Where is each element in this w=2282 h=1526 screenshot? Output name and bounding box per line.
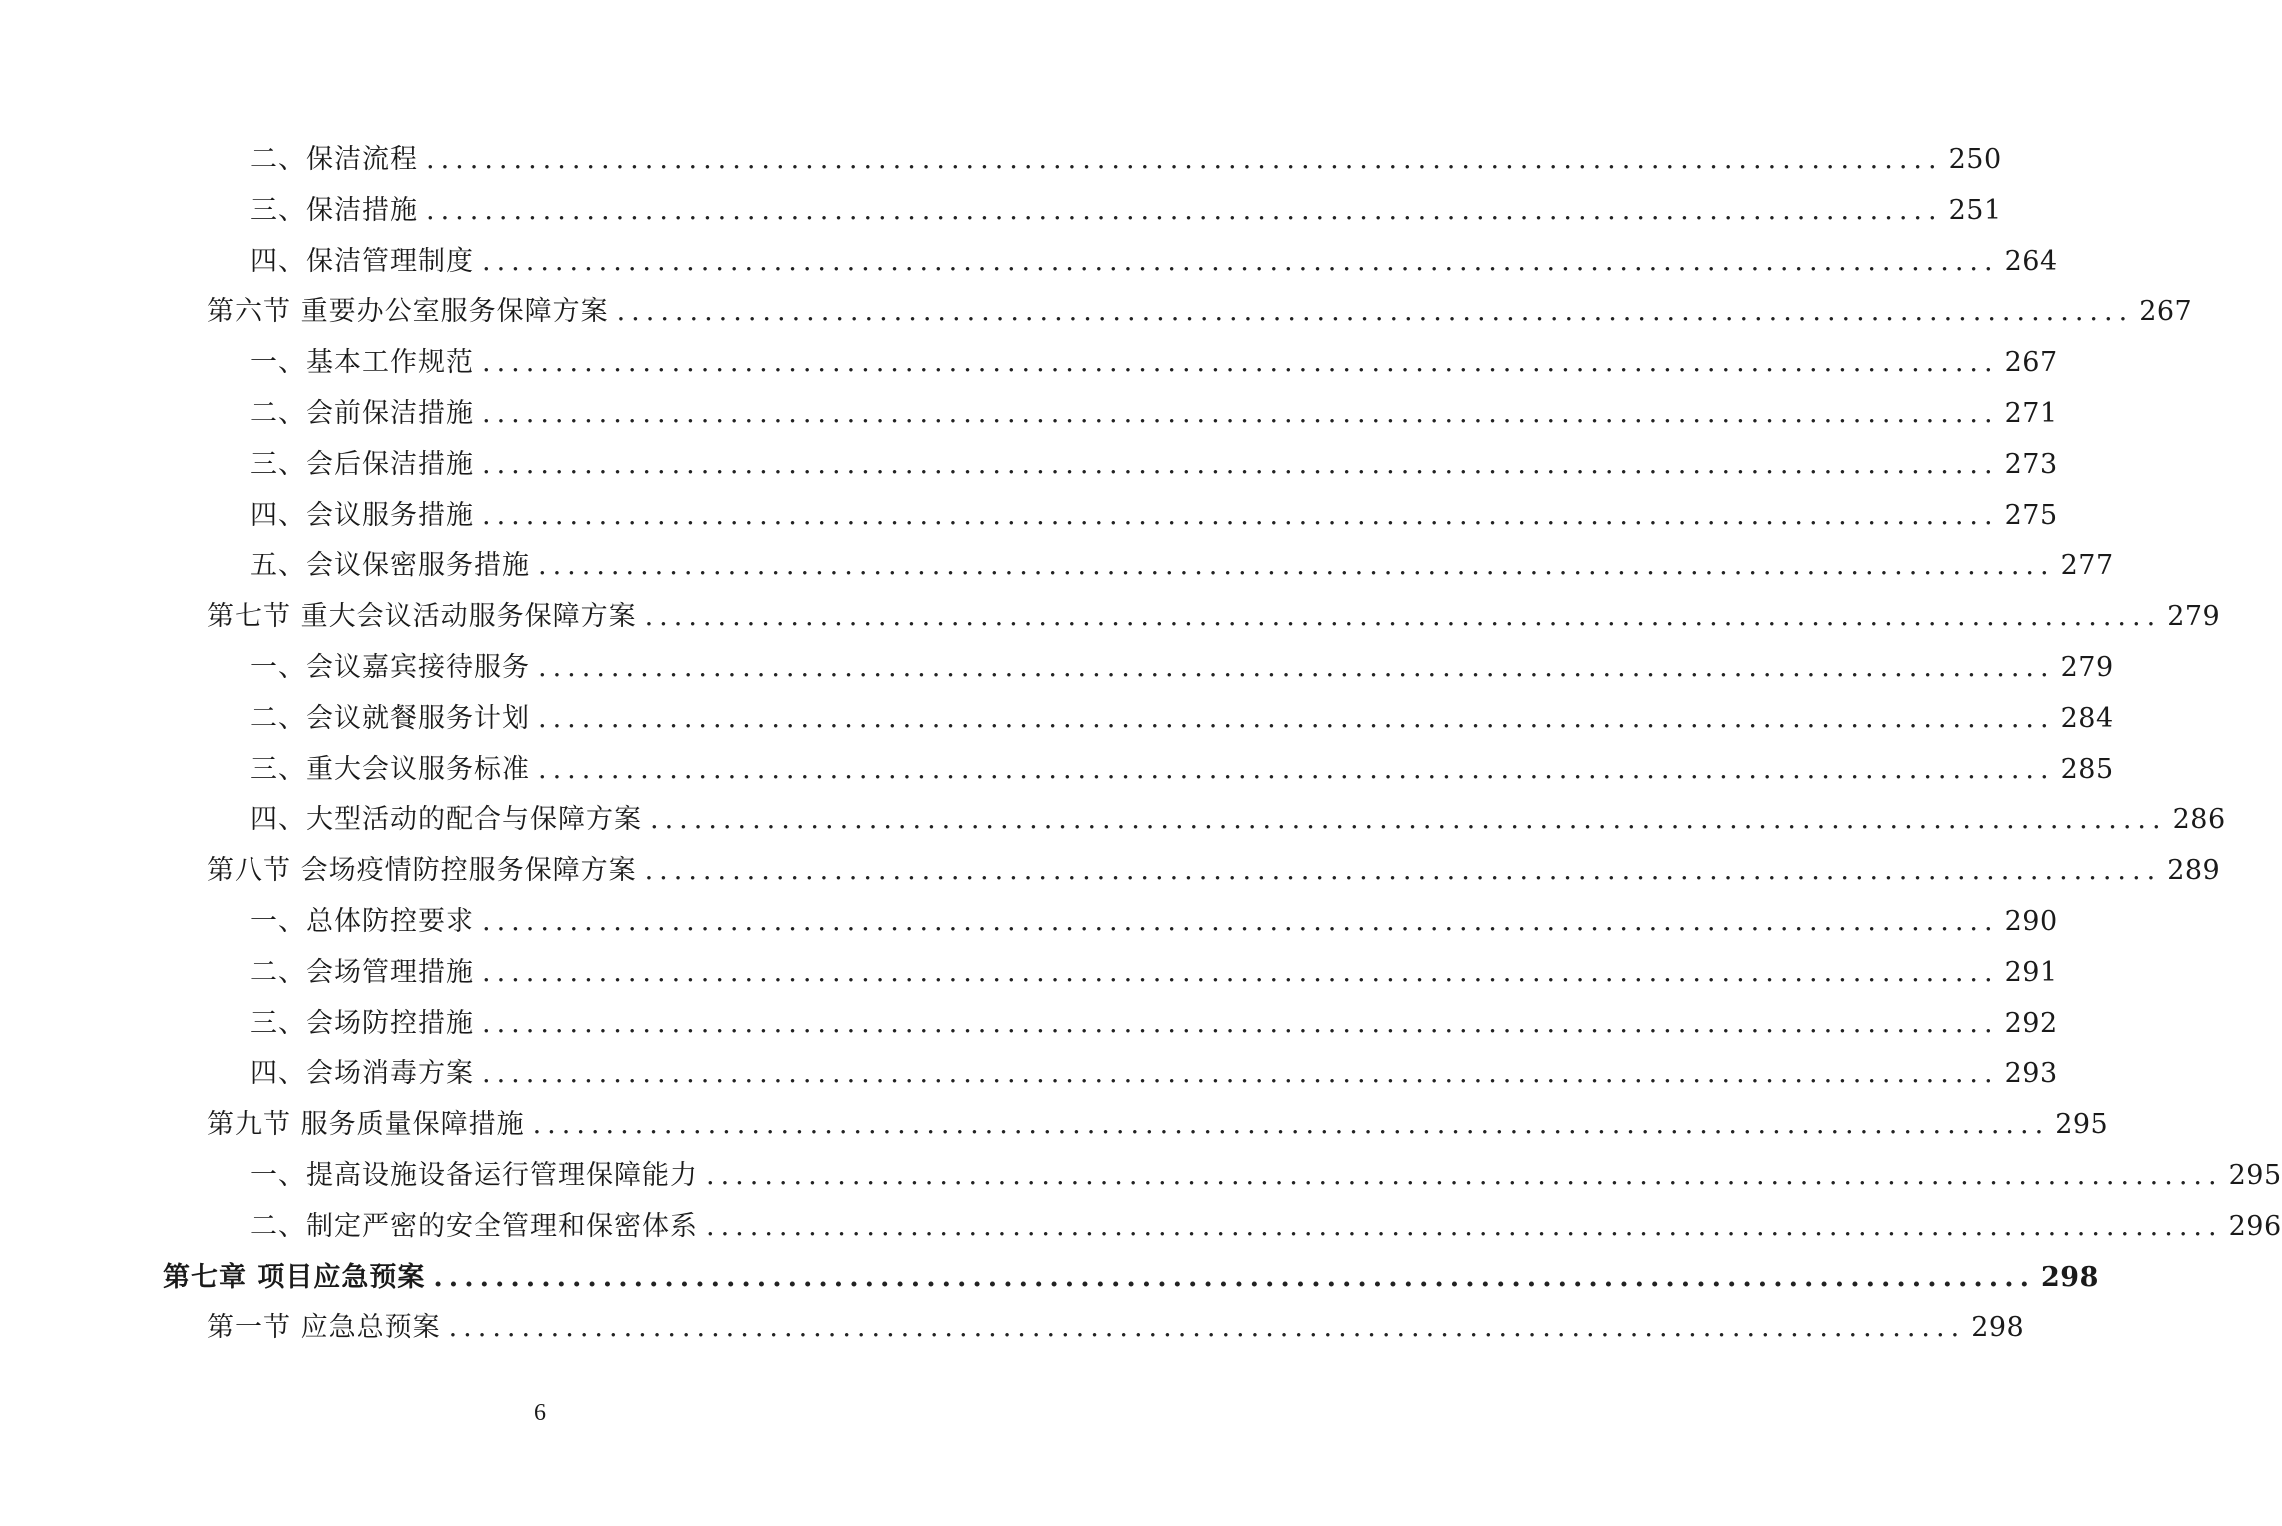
toc-entry[interactable] <box>0 846 2221 897</box>
toc-entry[interactable] <box>0 237 2058 288</box>
toc-entry-label: 第七章 项目应急预案 <box>163 1261 426 1293</box>
toc-dot-leader: ........................................................................................................ <box>616 296 2134 328</box>
toc-dot-leader: ........................................................................................................ <box>433 1261 2035 1293</box>
toc-entry[interactable] <box>0 948 2058 999</box>
toc-entry[interactable] <box>0 1303 2025 1354</box>
toc-entry-label: 三、重大会议服务标准 <box>250 753 530 785</box>
toc-entry[interactable] <box>0 541 2114 592</box>
toc-entry[interactable] <box>0 1100 2109 1151</box>
toc-dot-leader: ........................................................................................................ <box>650 804 2167 836</box>
toc-entry-page: 289 <box>2167 855 2221 887</box>
toc-dot-leader: ........................................................................................................ <box>538 753 2055 785</box>
toc-entry-page: 293 <box>2004 1058 2058 1090</box>
toc-entry-label: 四、会场消毒方案 <box>250 1058 474 1090</box>
toc-entry[interactable] <box>0 592 2221 643</box>
toc-dot-leader: ........................................................................................................ <box>538 651 2055 683</box>
toc-dot-leader: ........................................................................................................ <box>482 397 1999 429</box>
toc-dot-leader: ........................................................................................................ <box>482 499 1999 531</box>
toc-entry-label: 一、会议嘉宾接待服务 <box>250 651 530 683</box>
toc-dot-leader: ........................................................................................................ <box>426 194 1943 226</box>
toc-entry-page: 267 <box>2139 296 2193 328</box>
toc-entry[interactable] <box>0 643 2114 694</box>
toc-entry-label: 二、会前保洁措施 <box>250 397 474 429</box>
toc-dot-leader: ........................................................................................................ <box>426 144 1943 175</box>
toc-entry-label: 一、总体防控要求 <box>250 905 474 937</box>
toc-entry-label: 三、保洁措施 <box>250 194 418 226</box>
toc-entry-page: 279 <box>2167 601 2221 633</box>
toc-entry[interactable] <box>0 389 2058 440</box>
toc-entry-page: 296 <box>2228 1210 2282 1242</box>
toc-entry[interactable] <box>0 287 2193 338</box>
toc-entry-page: 286 <box>2172 804 2226 836</box>
toc-dot-leader: ........................................................................................................ <box>532 1109 2050 1141</box>
toc-dot-leader: ........................................................................................................ <box>482 448 1999 480</box>
toc-entry-page: 264 <box>2004 245 2058 277</box>
toc-entry-label: 二、制定严密的安全管理和保密体系 <box>250 1210 698 1242</box>
toc-entry-page: 277 <box>2060 550 2114 582</box>
toc-entry-page: 292 <box>2004 1007 2058 1039</box>
toc-entry[interactable] <box>0 1202 2282 1253</box>
toc-entry-label: 第六节 重要办公室服务保障方案 <box>207 296 609 328</box>
table-of-contents <box>0 135 2282 1354</box>
toc-entry[interactable] <box>0 745 2114 796</box>
toc-entry-page: 275 <box>2004 499 2058 531</box>
toc-entry-page: 290 <box>2004 905 2058 937</box>
toc-entry[interactable] <box>0 795 2226 846</box>
toc-dot-leader: ........................................................................................................ <box>482 1007 1999 1039</box>
toc-entry-label: 第一节 应急总预案 <box>207 1312 441 1344</box>
toc-entry[interactable] <box>0 186 2002 237</box>
toc-entry-label: 四、大型活动的配合与保障方案 <box>250 804 642 836</box>
toc-dot-leader: ........................................................................................................ <box>538 550 2055 582</box>
toc-entry[interactable] <box>0 440 2058 491</box>
toc-entry[interactable] <box>0 999 2058 1050</box>
toc-entry-label: 三、会后保洁措施 <box>250 448 474 480</box>
toc-entry-page: 273 <box>2004 448 2058 480</box>
page-number: 6 <box>534 1400 546 1426</box>
toc-entry[interactable] <box>0 694 2114 745</box>
toc-dot-leader: ........................................................................................................ <box>706 1210 2223 1242</box>
toc-entry-chapter[interactable] <box>0 1253 2099 1304</box>
toc-entry[interactable] <box>0 135 2002 186</box>
toc-dot-leader: ........................................................................................................ <box>482 347 1999 379</box>
toc-entry-page: 271 <box>2004 397 2058 429</box>
toc-dot-leader: ........................................................................................................ <box>482 245 1999 277</box>
toc-entry-label: 五、会议保密服务措施 <box>250 550 530 582</box>
toc-dot-leader: ........................................................................................................ <box>644 855 2162 887</box>
toc-entry-label: 四、保洁管理制度 <box>250 245 474 277</box>
toc-entry-label: 一、提高设施设备运行管理保障能力 <box>250 1159 698 1191</box>
toc-entry[interactable] <box>0 1151 2282 1202</box>
toc-entry-page: 291 <box>2004 956 2058 988</box>
toc-entry-page: 295 <box>2228 1159 2282 1191</box>
toc-entry-page: 251 <box>1948 194 2002 226</box>
toc-entry-page: 284 <box>2060 702 2114 734</box>
toc-entry-page: 267 <box>2004 347 2058 379</box>
toc-entry-label: 第七节 重大会议活动服务保障方案 <box>207 601 637 633</box>
toc-entry-label: 第九节 服务质量保障措施 <box>207 1109 525 1141</box>
toc-dot-leader: ........................................................................................................ <box>538 702 2055 734</box>
toc-entry-page: 285 <box>2060 753 2114 785</box>
toc-entry-label: 四、会议服务措施 <box>250 499 474 531</box>
toc-entry-page: 279 <box>2060 651 2114 683</box>
toc-entry-page: 250 <box>1948 144 2002 175</box>
toc-entry-label: 二、保洁流程 <box>250 144 418 175</box>
toc-entry-page: 298 <box>1971 1312 2025 1344</box>
toc-dot-leader: ........................................................................................................ <box>448 1312 1966 1344</box>
toc-entry[interactable] <box>0 338 2058 389</box>
toc-entry[interactable] <box>0 897 2058 948</box>
toc-entry-label: 二、会场管理措施 <box>250 956 474 988</box>
toc-entry-label: 第八节 会场疫情防控服务保障方案 <box>207 855 637 887</box>
toc-entry[interactable] <box>0 491 2058 542</box>
toc-entry[interactable] <box>0 1049 2058 1100</box>
toc-entry-label: 一、基本工作规范 <box>250 347 474 379</box>
toc-dot-leader: ........................................................................................................ <box>482 905 1999 937</box>
toc-dot-leader: ........................................................................................................ <box>644 601 2162 633</box>
toc-dot-leader: ........................................................................................................ <box>482 1058 1999 1090</box>
toc-entry-page: 298 <box>2041 1261 2099 1293</box>
toc-entry-label: 三、会场防控措施 <box>250 1007 474 1039</box>
toc-dot-leader: ........................................................................................................ <box>706 1159 2223 1191</box>
toc-entry-page: 295 <box>2055 1109 2109 1141</box>
toc-entry-label: 二、会议就餐服务计划 <box>250 702 530 734</box>
toc-dot-leader: ........................................................................................................ <box>482 956 1999 988</box>
